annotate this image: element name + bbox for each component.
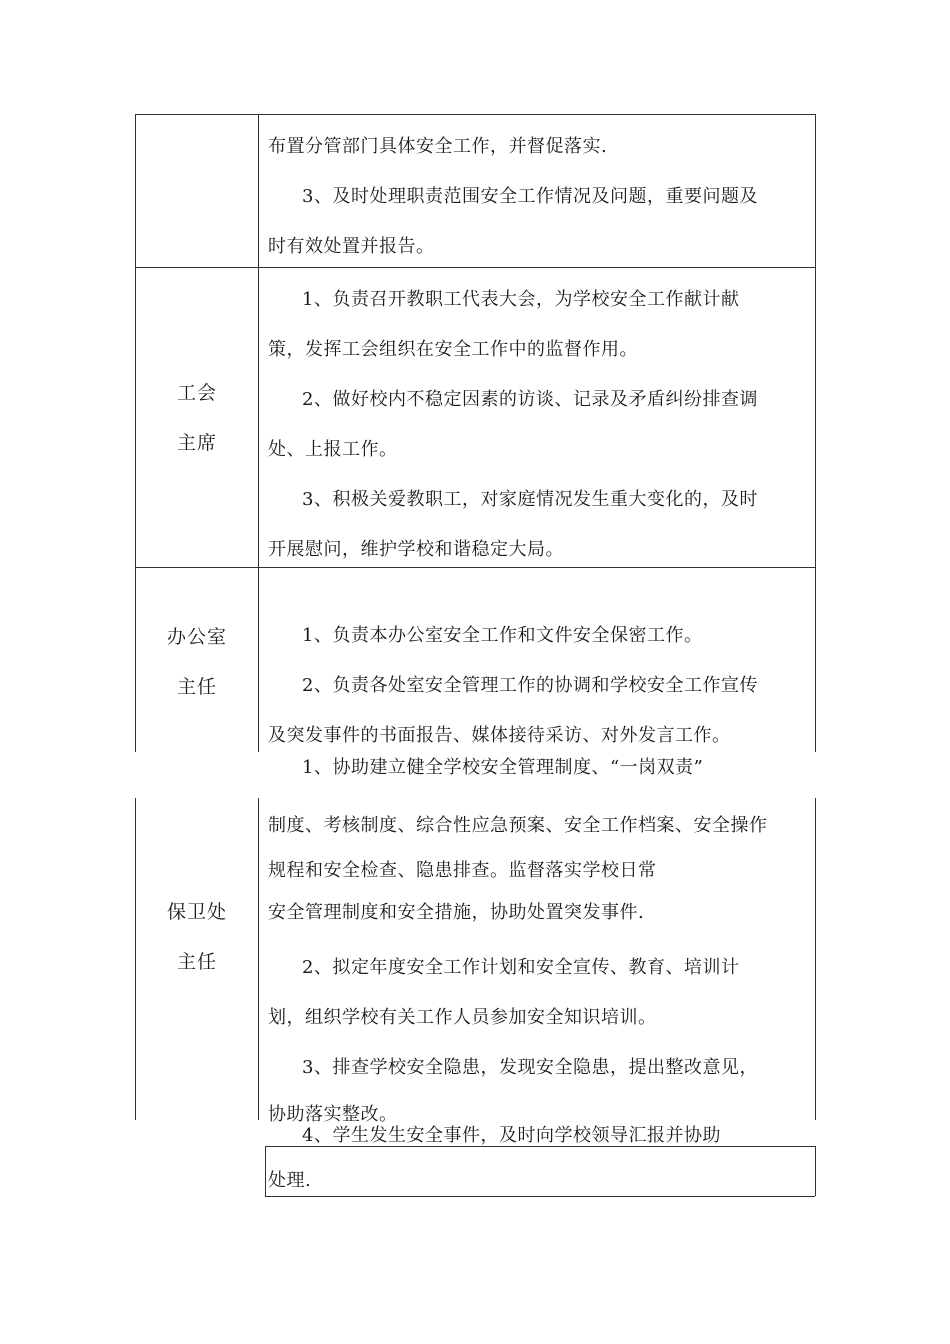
role-label: 保卫处 xyxy=(166,901,227,923)
duty-line: 1、协助建立健全学校安全管理制度、“一岗双责” xyxy=(302,757,704,778)
duty-line: 1、负责本办公室安全工作和文件安全保密工作。 xyxy=(302,625,703,646)
duty-line: 3、排查学校安全隐患，发现安全隐患，提出整改意见， xyxy=(302,1057,758,1078)
table-top-border xyxy=(135,114,815,115)
duty-line: 3、及时处理职责范围安全工作情况及问题，重要问题及 xyxy=(302,186,758,207)
duty-line: 安全管理制度和安全措施，协助处置突发事件. xyxy=(268,902,645,923)
role-label: 主任 xyxy=(176,676,217,698)
duty-line: 开展慰问，维护学校和谐稳定大局。 xyxy=(268,539,564,560)
duty-line: 2、负责各处室安全管理工作的协调和学校安全工作宣传 xyxy=(302,675,758,696)
duty-line: 1、负责召开教职工代表大会，为学校安全工作献计献 xyxy=(302,289,740,310)
table-right-border xyxy=(815,798,816,1120)
role-label: 主席 xyxy=(176,432,217,454)
duty-line: 协助落实整改。 xyxy=(268,1104,398,1125)
role-label: 办公室 xyxy=(166,626,227,648)
table-right-border xyxy=(815,114,816,752)
duty-line: 2、拟定年度安全工作计划和安全宣传、教育、培训计 xyxy=(302,957,740,978)
duty-line: 规程和安全检查、隐患排查。监督落实学校日常 xyxy=(268,860,657,881)
box-bottom-border xyxy=(265,1196,815,1197)
box-left-border xyxy=(265,1146,266,1196)
duty-line: 策，发挥工会组织在安全工作中的监督作用。 xyxy=(268,339,638,360)
role-label: 主任 xyxy=(176,951,217,973)
box-top-border xyxy=(265,1146,815,1147)
role-label: 工会 xyxy=(176,382,217,404)
duty-line: 布置分管部门具体安全工作，并督促落实. xyxy=(268,136,608,157)
duty-line: 划，组织学校有关工作人员参加安全知识培训。 xyxy=(268,1007,657,1028)
duty-line: 及突发事件的书面报告、媒体接待采访、对外发言工作。 xyxy=(268,725,731,746)
duty-line: 4、学生发生安全事件，及时向学校领导汇报并协助 xyxy=(302,1125,721,1146)
duty-line: 3、积极关爱教职工，对家庭情况发生重大变化的，及时 xyxy=(302,489,758,510)
row-divider xyxy=(135,267,815,268)
duty-line: 处理. xyxy=(268,1170,312,1191)
duty-line: 2、做好校内不稳定因素的访谈、记录及矛盾纠纷排查调 xyxy=(302,389,758,410)
row-divider xyxy=(135,567,815,568)
box-right-border xyxy=(815,1146,816,1196)
duty-line: 制度、考核制度、综合性应急预案、安全工作档案、安全操作 xyxy=(268,815,768,836)
duty-line: 处、上报工作。 xyxy=(268,439,398,460)
duty-line: 时有效处置并报告。 xyxy=(268,236,435,257)
